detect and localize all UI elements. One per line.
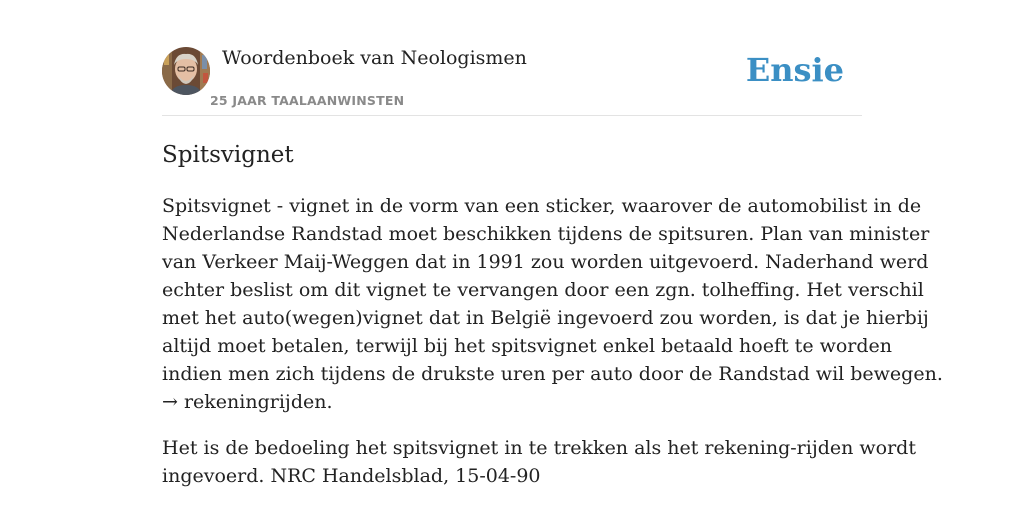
definition-line: indien men zich tijdens de drukste uren per auto door de Randstad wil bewegen.: [162, 363, 943, 385]
arrow-right-icon: →: [162, 391, 178, 413]
author-portrait-icon: [162, 47, 210, 95]
source-title[interactable]: Woordenboek van Neologismen: [222, 47, 527, 69]
header-divider: [162, 115, 862, 116]
definition-line: echter beslist om dit vignet te vervangen door een zgn. tolheffing. Het verschil: [162, 279, 924, 301]
entry-title: Spitsvignet: [162, 142, 294, 168]
see-also-period: .: [326, 391, 333, 413]
author-avatar[interactable]: [162, 47, 210, 95]
ensie-logo-link[interactable]: Ensie: [745, 51, 844, 89]
definition-line: met het auto(wegen)vignet dat in België ingevoerd zou worden, is dat je hierbij: [162, 307, 929, 329]
citation-line: ingevoerd. NRC Handelsblad, 15-04-90: [162, 465, 541, 487]
citation-line: Het is de bedoeling het spitsvignet in te trekken als het rekening-rijden wordt: [162, 437, 916, 459]
see-also-link[interactable]: rekeningrijden: [183, 391, 327, 413]
definition-line: van Verkeer Maij-Weggen dat in 1991 zou worden uitgevoerd. Naderhand werd: [162, 251, 929, 273]
definition-line: Nederlandse Randstad moet beschikken tijdens de spitsuren. Plan van minister: [162, 223, 930, 245]
entry-content: [162, 192, 943, 490]
definition-paragraph: [162, 192, 943, 416]
definition-line: altijd moet betalen, terwijl bij het spitsvignet enkel betaald hoeft te worden: [162, 335, 893, 357]
citation-paragraph: [162, 434, 916, 490]
page-header: [162, 46, 862, 116]
source-subtitle: 25 JAAR TAALAANWINSTEN: [210, 93, 405, 108]
definition-line: Spitsvignet - vignet in de vorm van een sticker, waarover de automobilist in de: [162, 195, 922, 217]
see-also-line: [162, 388, 862, 416]
